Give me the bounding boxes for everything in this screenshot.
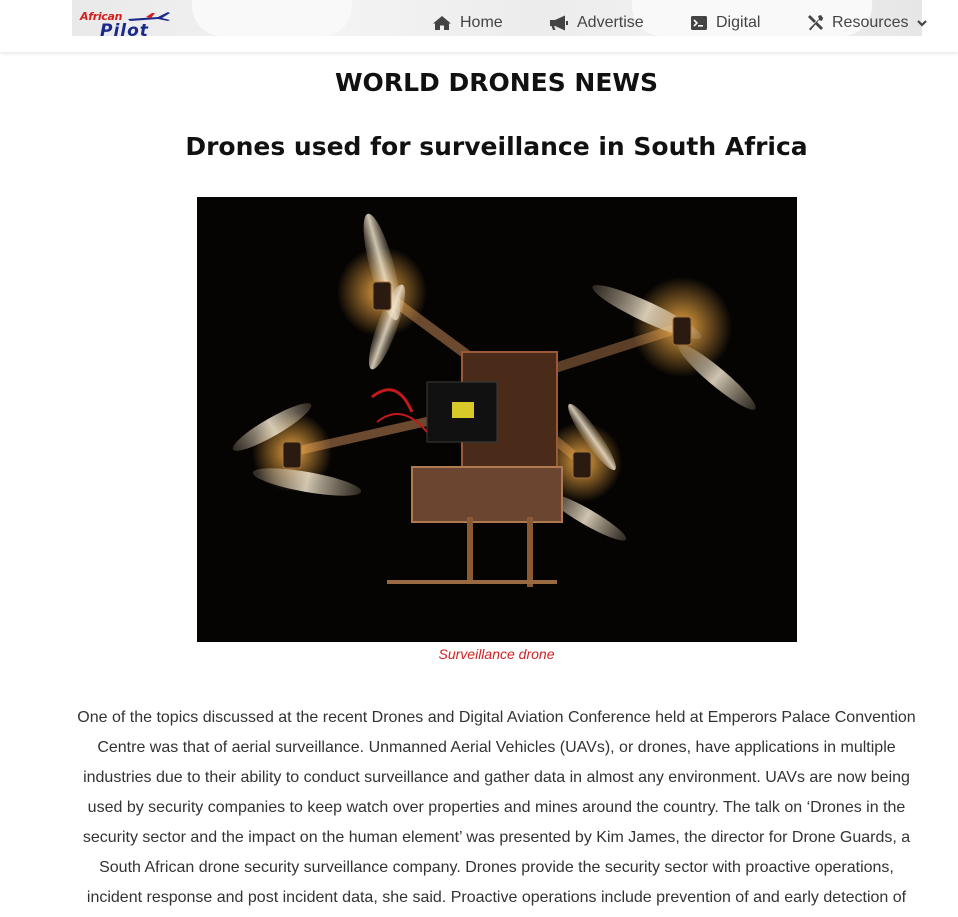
surveillance-drone-image [197, 197, 797, 642]
nav-advertise[interactable] [549, 12, 644, 34]
article-body: One of the topics discussed at the recent Drones and Digital Aviation Conference held at Emperors Palace Convention Centre was that of aerial surveillance. Unmanned Aerial Vehicles (UAVs), or drones, have applications in multiple industries due to their ability to conduct surveillance and gather data in almost any environment. UAVs are now being used by security companies to keep watch over properties and mines around the country. The talk on ‘Drones in the security sector and the impact on the human element’ was presented by Kim James, the director for Drone Guards, a South African drone security surveillance company. Drones provide the security sector with proactive operations, incident response and post incident data, she said. Proactive operations include prevention of and early detection of [77, 709, 916, 906]
article-headline: Drones used for surveillance in South Africa [185, 132, 808, 161]
terminal-icon [690, 15, 708, 31]
logo-text-bottom: Pilot [100, 21, 149, 41]
nav-label: Resources [832, 14, 909, 31]
nav-label: Digital [716, 14, 761, 31]
banner-cloud [192, 0, 352, 36]
drone-photo [197, 197, 797, 642]
image-caption: Surveillance drone [438, 646, 555, 662]
section-title: WORLD DRONES NEWS [334, 68, 658, 97]
logo-text-top: African [80, 10, 123, 23]
site-logo[interactable] [80, 10, 172, 44]
chevron-down-icon[interactable] [916, 18, 928, 28]
nav-label: Home [460, 14, 503, 31]
nav-home[interactable] [432, 12, 503, 34]
home-icon [432, 15, 452, 31]
tools-icon [806, 14, 824, 32]
bullhorn-icon [549, 15, 569, 31]
nav-label: Advertise [577, 14, 644, 31]
nav-digital[interactable] [690, 12, 760, 34]
site-header [0, 0, 958, 52]
nav-resources[interactable] [806, 12, 928, 34]
